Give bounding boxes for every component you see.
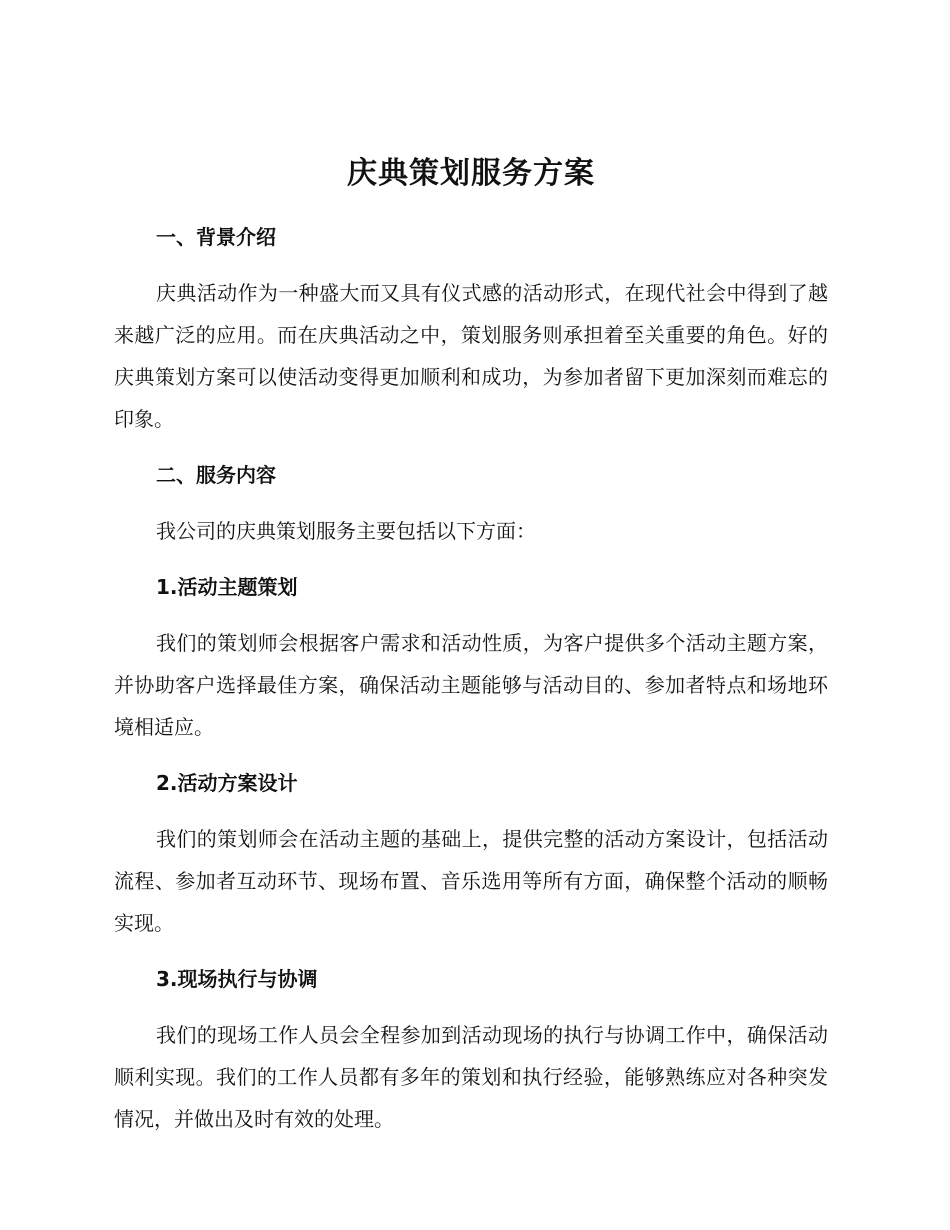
service-item-heading-execution: 3.现场执行与协调 — [156, 967, 318, 991]
service-item-heading-theme: 1.活动主题策划 — [156, 575, 298, 599]
service-item-paragraph-execution: 我们的现场工作人员会全程参加到活动现场的执行与协调工作中，确保活动顺利实现。我们的工作人员都有多年的策划和执行经验，能够熟练应对各种突发情况，并做出及时有效的处理。 — [114, 1023, 828, 1131]
service-item-heading-design: 2.活动方案设计 — [156, 771, 298, 795]
services-intro-paragraph: 我公司的庆典策划服务主要包括以下方面： — [156, 519, 536, 543]
section-heading-services: 二、服务内容 — [156, 463, 276, 487]
document-title: 庆典策划服务方案 — [347, 156, 595, 191]
section-heading-background: 一、背景介绍 — [156, 225, 276, 249]
background-paragraph: 庆典活动作为一种盛大而又具有仪式感的活动形式，在现代社会中得到了越来越广泛的应用。而在庆典活动之中，策划服务则承担着至关重要的角色。好的庆典策划方案可以使活动变得更加顺利和成功，为参加者留下更加深刻而难忘的印象。 — [114, 281, 828, 431]
service-item-paragraph-design: 我们的策划师会在活动主题的基础上，提供完整的活动方案设计，包括活动流程、参加者互动环节、现场布置、音乐选用等所有方面，确保整个活动的顺畅实现。 — [114, 827, 828, 935]
service-item-paragraph-theme: 我们的策划师会根据客户需求和活动性质，为客户提供多个活动主题方案，并协助客户选择最佳方案，确保活动主题能够与活动目的、参加者特点和场地环境相适应。 — [114, 631, 828, 739]
